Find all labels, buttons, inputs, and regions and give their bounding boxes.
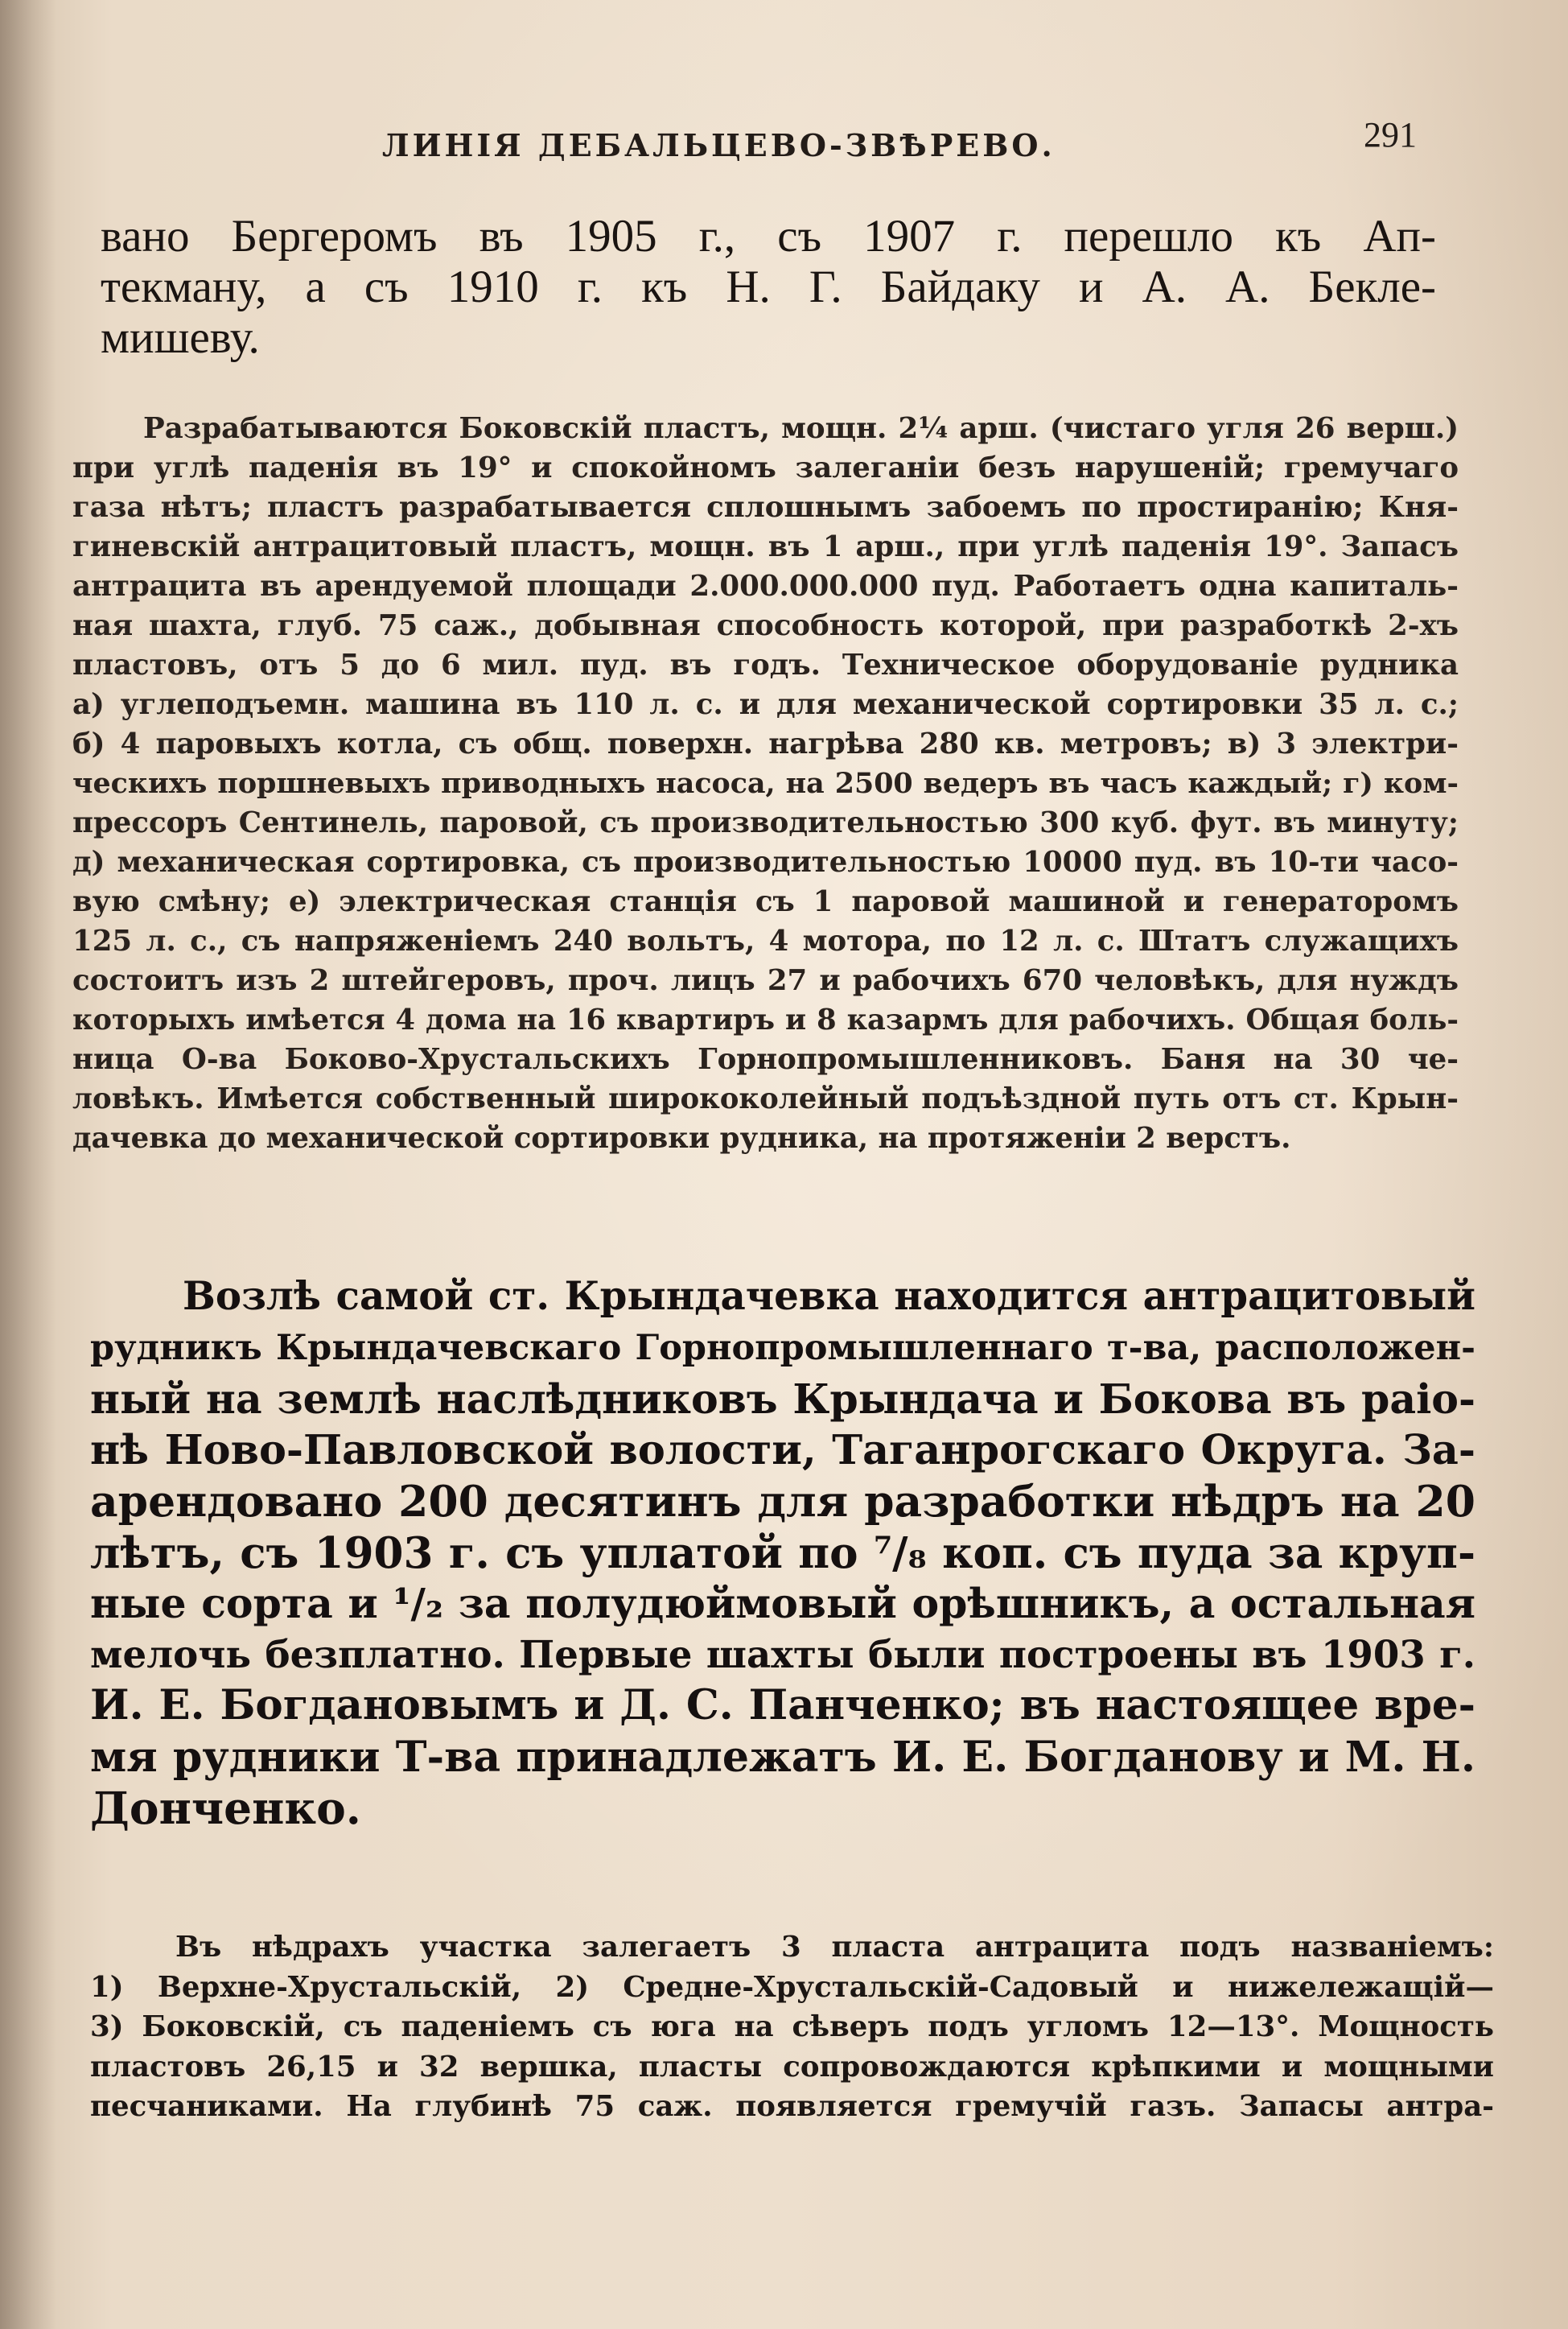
text-line: состоитъ изъ 2 штейгеровъ, проч. лицъ 27 и рабочихъ 670 человѣкъ, для нуждъ xyxy=(72,964,1459,997)
text-line: пластовъ, отъ 5 до 6 мил. пуд. въ годъ. Техническое оборудованіе рудника xyxy=(72,649,1459,682)
text-line: ная шахта, глуб. 75 саж., добывная способность которой, при разработкѣ 2-хъ xyxy=(72,609,1459,642)
text-line: мелочь безплатно. Первые шахты были построены въ 1903 г. xyxy=(90,1632,1475,1677)
text-line: 125 л. с., съ напряженіемъ 240 вольтъ, 4 мотора, по 12 л. с. Штатъ служащихъ xyxy=(72,925,1459,958)
running-title: ЛИНІЯ ДЕБАЛЬЦЕВО-ЗВѢРЕВО. xyxy=(382,127,1056,163)
text-line: ные сорта и ¹/₂ за полудюймовый орѣшникъ, а остальная xyxy=(90,1580,1475,1627)
text-line: ница О-ва Боково-Хрустальскихъ Горнопромышленниковъ. Баня на 30 че- xyxy=(72,1043,1459,1076)
text-line: газа нѣтъ; пластъ разрабатывается сплошнымъ забоемъ по простиранію; Кня- xyxy=(72,491,1459,524)
text-line: рудникъ Крындачевскаго Горнопромышленнаго т-ва, расположен- xyxy=(90,1327,1475,1368)
text-line: И. Е. Богдановымъ и Д. С. Панченко; въ настоящее вре- xyxy=(90,1681,1475,1729)
page-gutter-shadow xyxy=(0,0,56,2329)
text-line: пластовъ 26,15 и 32 вершка, пласты сопровождаются крѣпкими и мощными xyxy=(90,2050,1494,2084)
text-line: ческихъ поршневыхъ приводныхъ насоса, на 2500 ведеръ въ часъ каждый; г) ком- xyxy=(72,767,1459,800)
text-line: при углѣ паденія въ 19° и спокойномъ залеганіи безъ нарушеній; гремучаго xyxy=(72,451,1459,484)
text-line: вано Бергеромъ въ 1905 г., съ 1907 г. перешло къ Ап- xyxy=(101,211,1436,262)
text-line: Въ нѣдрахъ участка залегаетъ 3 пласта антрацита подъ названіемъ: xyxy=(175,1931,1494,1964)
text-line: Донченко. xyxy=(90,1783,361,1834)
text-line: а) углеподъемн. машина въ 110 л. с. и для механической сортировки 35 л. с.; xyxy=(72,688,1459,721)
text-line: лѣтъ, съ 1903 г. съ уплатой по ⁷/₈ коп. съ пуда за круп- xyxy=(90,1527,1475,1578)
text-line: мя рудники Т-ва принадлежатъ И. Е. Богданову и М. Н. xyxy=(90,1732,1475,1782)
mine-details-paragraph xyxy=(72,409,1459,1158)
text-line: песчаниками. На глубинѣ 75 саж. появляется гремучій газъ. Запасы антра- xyxy=(90,2090,1494,2123)
text-line: арендовано 200 десятинъ для разработки нѣдръ на 20 xyxy=(90,1476,1475,1527)
text-line: Возлѣ самой ст. Крындачевка находится антрацитовый xyxy=(183,1274,1475,1319)
geology-paragraph xyxy=(90,1927,1494,2127)
text-line: антрацита въ арендуемой площади 2.000.000.000 пуд. Работаетъ одна капиталь- xyxy=(72,570,1459,603)
text-line: которыхъ имѣется 4 дома на 16 квартиръ и 8 казармъ для рабочихъ. Общая боль- xyxy=(72,1004,1459,1037)
text-line: Разрабатываются Боковскій пластъ, мощн. 2¼ арш. (чистаго угля 26 верш.) xyxy=(143,412,1459,445)
text-line: ловѣкъ. Имѣется собственный ширококолейный подъѣздной путь отъ ст. Крын- xyxy=(72,1082,1459,1115)
text-line: гиневскій антрацитовый пластъ, мощн. въ 1 арш., при углѣ паденія 19°. Запасъ xyxy=(72,530,1459,563)
text-line: д) механическая сортировка, съ производительностью 10000 пуд. въ 10-ти часо- xyxy=(72,846,1459,879)
page-number: 291 xyxy=(1364,115,1417,155)
text-line: 3) Боковскій, съ паденіемъ съ юга на сѣверъ подъ угломъ 12—13°. Мощность xyxy=(90,2010,1494,2043)
text-line: ный на землѣ наслѣдниковъ Крындача и Бокова въ раіо- xyxy=(90,1375,1475,1423)
text-line: нѣ Ново-Павловской волости, Таганрогскаго Округа. За- xyxy=(90,1425,1475,1474)
text-line: 1) Верхне-Хрустальскій, 2) Средне-Хрустальскій-Садовый и нижележащій— xyxy=(90,1970,1494,2004)
text-line: прессоръ Сентинель, паровой, съ производительностью 300 куб. фут. въ минуту; xyxy=(72,806,1459,839)
krindachevka-mine-paragraph xyxy=(90,1272,1475,1834)
text-line: б) 4 паровыхъ котла, съ общ. поверхн. нагрѣва 280 кв. метровъ; в) 3 электри- xyxy=(72,728,1459,761)
text-line: дачевка до механической сортировки рудника, на протяженіи 2 верстъ. xyxy=(72,1122,1291,1155)
text-line: вую смѣну; е) электрическая станція съ 1 паровой машиной и генераторомъ xyxy=(72,885,1459,918)
intro-paragraph xyxy=(101,211,1436,363)
text-line: мишеву. xyxy=(101,312,260,363)
text-line: текману, а съ 1910 г. къ Н. Г. Байдаку и А. А. Бекле- xyxy=(101,262,1436,312)
